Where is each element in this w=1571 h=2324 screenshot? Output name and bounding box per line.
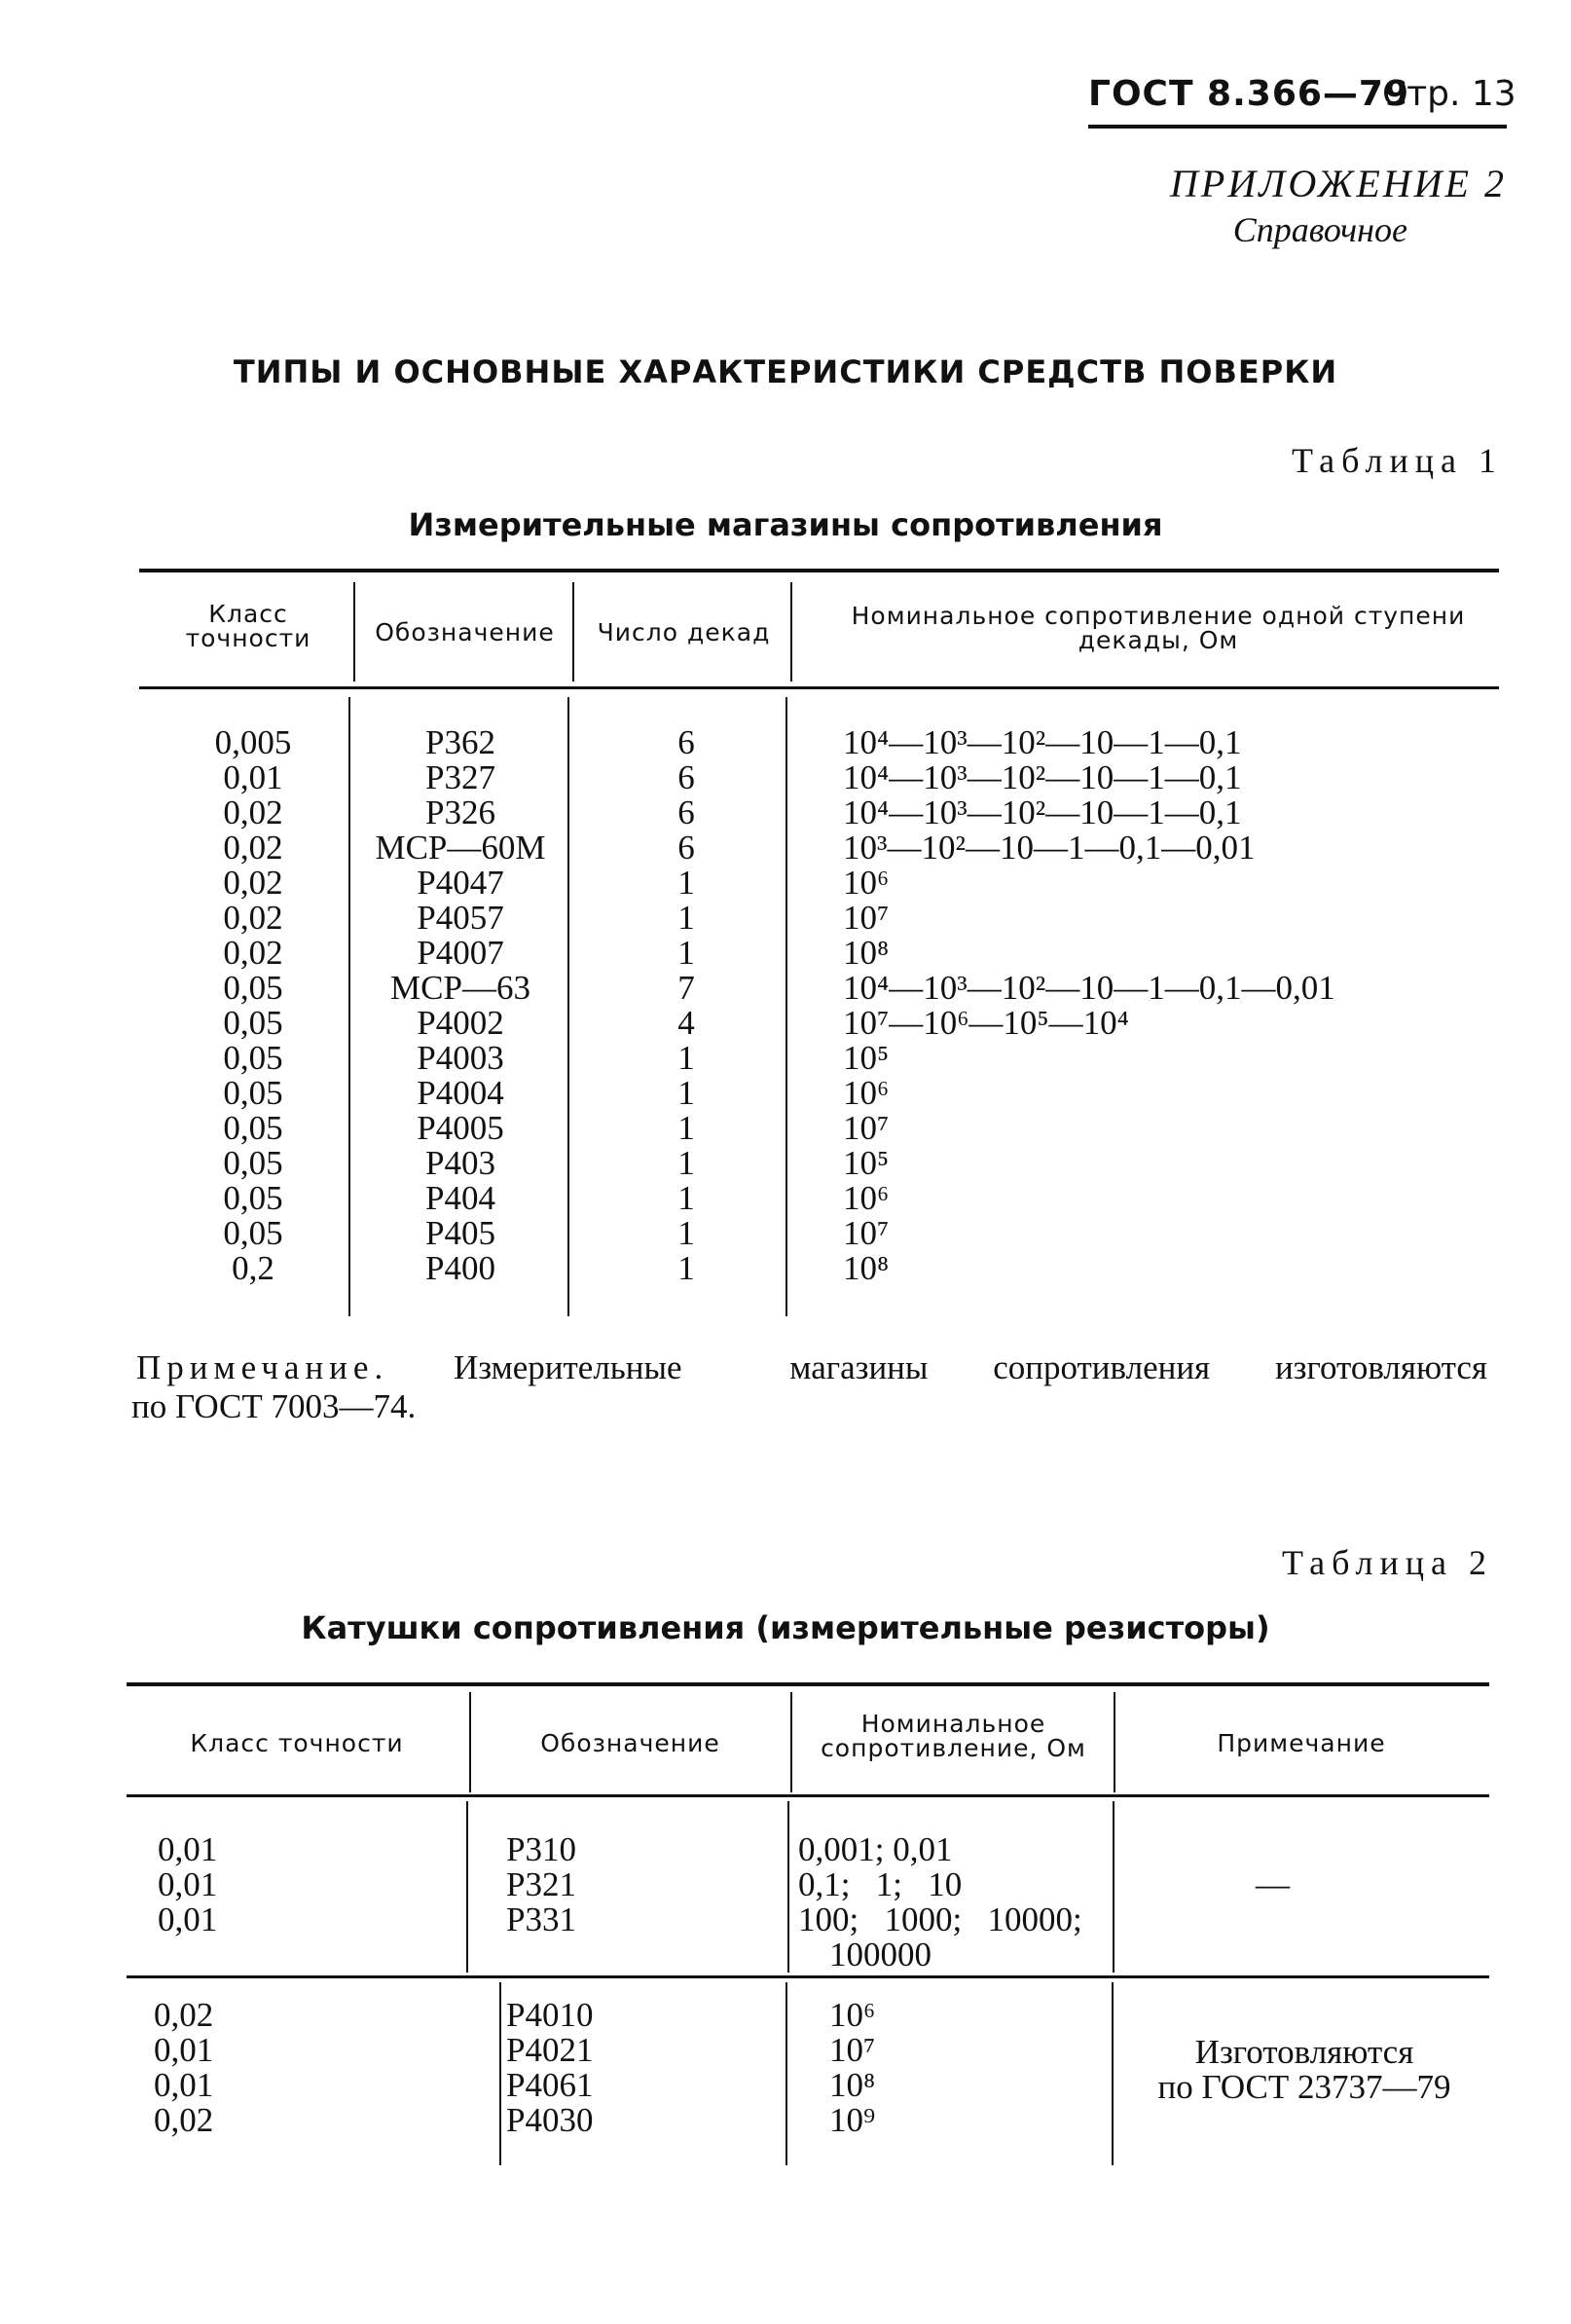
table1-cell-class: 0,05 <box>223 1144 283 1182</box>
appendix-subtitle: Справочное <box>1232 210 1407 249</box>
table2-top-rule <box>127 1682 1489 1686</box>
table1-header-resistance: Номинальное сопротивление одной ступени декады, Ом <box>851 602 1466 654</box>
table1-cell-class: 0,05 <box>223 1179 283 1217</box>
table1-cell-decades: 7 <box>677 969 695 1007</box>
table2-header-resistance: Номинальное сопротивление, Ом <box>821 1710 1086 1762</box>
table2-cell-class: 0,01 <box>158 1865 218 1903</box>
page-number: Стр. 13 <box>1382 74 1516 114</box>
table1-cell-resistance: 10⁶ <box>843 864 890 902</box>
table2-cell-class: 0,01 <box>154 2066 214 2104</box>
table1-cell-resistance: 10⁶ <box>843 1179 890 1217</box>
table1-cell-decades: 1 <box>677 1109 695 1147</box>
table1-cell-designation: Р404 <box>425 1179 495 1217</box>
table1-cell-decades: 1 <box>677 934 695 972</box>
table1-cell-resistance: 10⁷—10⁶—10⁵—10⁴ <box>843 1004 1129 1042</box>
table1-cell-class: 0,05 <box>223 969 283 1007</box>
table1-cell-class: 0,005 <box>214 723 292 761</box>
table1-label: Таблица 1 <box>1292 441 1503 480</box>
table1-cell-resistance: 10⁷ <box>843 1109 890 1147</box>
table2-cell-resistance: 10⁹ <box>829 2101 876 2139</box>
table1-cell-designation: Р4005 <box>417 1109 504 1147</box>
table1-cell-class: 0,02 <box>223 864 283 902</box>
table1-cell-designation: Р327 <box>425 758 495 796</box>
table2-cell-designation: Р321 <box>506 1865 576 1903</box>
table1-cell-resistance: 10⁷ <box>843 1214 890 1252</box>
table2-remark-line-1: Изготовляются <box>1194 2033 1414 2071</box>
table1-cell-class: 0,2 <box>232 1249 274 1287</box>
table1-cell-designation: Р400 <box>425 1249 495 1287</box>
table1-cell-class: 0,02 <box>223 793 283 831</box>
table1-cell-resistance: 10⁷ <box>843 899 890 937</box>
table1-cell-decades: 6 <box>677 758 695 796</box>
table1-cell-decades: 6 <box>677 723 695 761</box>
table1-cell-resistance: 10⁴—10³—10²—10—1—0,1 <box>843 758 1242 796</box>
note-lead: Примечание. <box>136 1348 389 1386</box>
table2-cell-class: 0,02 <box>154 1996 214 2034</box>
table-row <box>0 1998 1571 2033</box>
table1-cell-resistance: 10⁸ <box>843 934 890 972</box>
table-row <box>0 2103 1571 2138</box>
table2-cell-resistance: 0,001; 0,01 <box>798 1830 953 1868</box>
table1-cell-resistance: 10⁴—10³—10²—10—1—0,1—0,01 <box>843 969 1335 1007</box>
note-word: магазины <box>789 1348 929 1386</box>
table-row <box>0 1867 1571 1902</box>
table1-cell-resistance: 10⁴—10³—10²—10—1—0,1 <box>843 723 1242 761</box>
table2-remark-line-2: по ГОСТ 23737—79 <box>1157 2068 1451 2106</box>
table2-caption: Катушки сопротивления (измерительные резисторы) <box>301 1609 1270 1646</box>
table1-cell-class: 0,02 <box>223 934 283 972</box>
table2-label: Таблица 2 <box>1282 1543 1493 1582</box>
table1-cell-decades: 1 <box>677 899 695 937</box>
table-row <box>0 1902 1571 1937</box>
table2-group-rule <box>127 1975 1489 1978</box>
table2-header-designation: Обозначение <box>540 1729 720 1757</box>
note-line-2: по ГОСТ 7003—74. <box>131 1387 417 1425</box>
table1-cell-decades: 6 <box>677 829 695 867</box>
table1-cell-class: 0,05 <box>223 1109 283 1147</box>
table1-cell-designation: Р403 <box>425 1144 495 1182</box>
table1-cell-designation: Р362 <box>425 723 495 761</box>
table1-cell-resistance: 10⁵ <box>843 1144 890 1182</box>
table1-header-decades: Число декад <box>597 618 771 646</box>
table2-cell-class: 0,01 <box>158 1900 218 1938</box>
table2-cell-designation: Р4010 <box>506 1996 594 2034</box>
table2-col-divider <box>790 1692 792 1792</box>
table2-cell-class: 0,01 <box>154 2031 214 2069</box>
table1-header-class: Класс точности <box>185 600 311 652</box>
table1-cell-resistance: 10⁸ <box>843 1249 890 1287</box>
table1-cell-designation: Р326 <box>425 793 495 831</box>
table2-cell-designation: Р4021 <box>506 2031 594 2069</box>
table2-resistance-continuation: 100000 <box>829 1936 932 1974</box>
table1-cell-decades: 1 <box>677 1039 695 1077</box>
table2-cell-resistance: 10⁷ <box>829 2031 876 2069</box>
table2-header-remark: Примечание <box>1217 1729 1386 1757</box>
table1-cell-decades: 1 <box>677 1144 695 1182</box>
table2-cell-resistance: 10⁶ <box>829 1996 876 2034</box>
table1-cell-designation: Р4004 <box>417 1074 504 1112</box>
table2-col-divider <box>1114 1692 1115 1792</box>
table1-cell-designation: Р4057 <box>417 899 504 937</box>
table1-cell-class: 0,05 <box>223 1004 283 1042</box>
table1-cell-decades: 1 <box>677 1179 695 1217</box>
table1-cell-designation: Р4007 <box>417 934 504 972</box>
table1-cell-decades: 4 <box>677 1004 695 1042</box>
table1-cell-class: 0,05 <box>223 1039 283 1077</box>
table1-cell-class: 0,05 <box>223 1214 283 1252</box>
table1-cell-resistance: 10⁴—10³—10²—10—1—0,1 <box>843 793 1242 831</box>
table1-cell-class: 0,02 <box>223 899 283 937</box>
note-word: Измерительные <box>453 1348 682 1386</box>
table1-cell-decades: 1 <box>677 1074 695 1112</box>
table1-cell-class: 0,02 <box>223 829 283 867</box>
table2-cell-designation: Р4030 <box>506 2101 594 2139</box>
note-word: сопротивления <box>993 1348 1211 1386</box>
table1-cell-designation: Р4003 <box>417 1039 504 1077</box>
table2-cell-resistance: 0,1; 1; 10 <box>798 1865 963 1903</box>
table2-col-divider <box>469 1692 471 1792</box>
table2-remark-dash: — <box>1256 1865 1290 1903</box>
standard-number: ГОСТ 8.366—79 <box>1088 74 1410 114</box>
table2-cell-class: 0,01 <box>158 1830 218 1868</box>
table-row <box>0 1832 1571 1867</box>
table2-header-class: Класс точности <box>190 1729 404 1757</box>
table1-cell-designation: Р405 <box>425 1214 495 1252</box>
table2-cell-designation: Р310 <box>506 1830 576 1868</box>
table1-cell-class: 0,01 <box>223 758 283 796</box>
table1-cell-decades: 1 <box>677 1214 695 1252</box>
table1-cell-designation: МСР—63 <box>390 969 530 1007</box>
table2-header-rule <box>127 1794 1489 1797</box>
page-title: ТИПЫ И ОСНОВНЫЕ ХАРАКТЕРИСТИКИ СРЕДСТВ ПОВЕРКИ <box>233 353 1338 390</box>
appendix-title: ПРИЛОЖЕНИЕ 2 <box>1170 162 1507 205</box>
table2-cell-designation: Р4061 <box>506 2066 594 2104</box>
table1-cell-decades: 1 <box>677 1249 695 1287</box>
table1-cell-decades: 6 <box>677 793 695 831</box>
table1-cell-designation: Р4047 <box>417 864 504 902</box>
table1-cell-resistance: 10⁵ <box>843 1039 890 1077</box>
table1-cell-decades: 1 <box>677 864 695 902</box>
table2-cell-resistance: 10⁸ <box>829 2066 876 2104</box>
table2-cell-designation: Р331 <box>506 1900 576 1938</box>
table2-cell-resistance: 100; 1000; 10000; <box>798 1900 1082 1938</box>
table2-cell-class: 0,02 <box>154 2101 214 2139</box>
table1-cell-resistance: 10⁶ <box>843 1074 890 1112</box>
table1-header-designation: Обозначение <box>375 618 555 646</box>
note-word: изготовляются <box>1274 1348 1488 1386</box>
table1-cell-designation: МСР—60М <box>375 829 546 867</box>
table1-cell-class: 0,05 <box>223 1074 283 1112</box>
table1-cell-designation: Р4002 <box>417 1004 504 1042</box>
table1-caption: Измерительные магазины сопротивления <box>408 506 1163 543</box>
table1-cell-resistance: 10³—10²—10—1—0,1—0,01 <box>843 829 1256 867</box>
